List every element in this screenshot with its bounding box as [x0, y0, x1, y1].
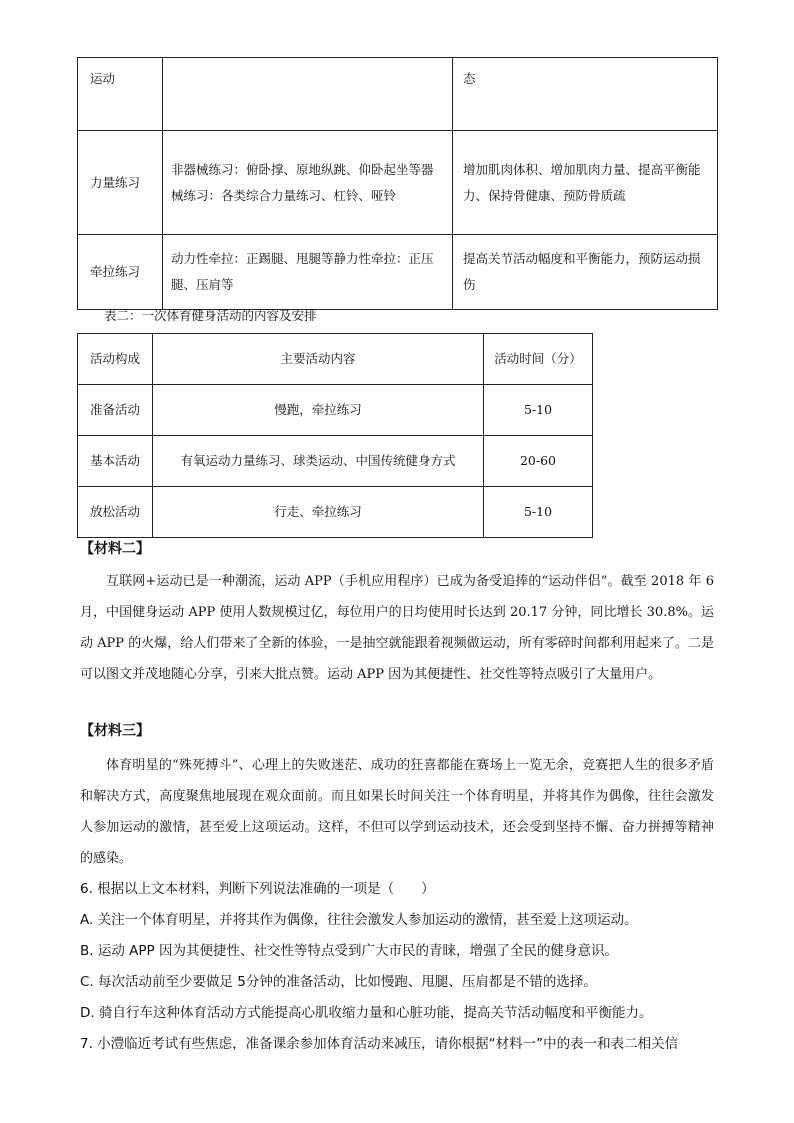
- table-cell: 行走、牵拉练习: [153, 487, 484, 538]
- column-header: 主要活动内容: [153, 334, 484, 385]
- question-6-stem: 6. 根据以上文本材料，判断下列说法准确的一项是（ ）: [80, 881, 435, 897]
- table-cell: 增加肌肉体积、增加肌肉力量、提高平衡能力、保持骨健康、预防骨质疏: [453, 131, 718, 235]
- table-row: [78, 235, 718, 310]
- table-cell: 动力性牵拉：正踢腿、甩腿等静力性牵拉：正压腿、压肩等: [163, 235, 453, 310]
- table-cell: 有氧运动力量练习、球类运动、中国传统健身方式: [153, 436, 484, 487]
- table-cell: 牵拉练习: [78, 235, 163, 310]
- table-row: [78, 385, 593, 436]
- column-header: 活动构成: [78, 334, 153, 385]
- table-row: [78, 487, 593, 538]
- table-cell: 力量练习: [78, 131, 163, 235]
- table-row: [78, 436, 593, 487]
- material-2-heading: 【材料二】: [80, 541, 150, 557]
- material-3-text: 体育明星的“殊死搏斗”、心理上的失败迷茫、成功的狂喜都能在赛场上一览无余，竞赛把人生的很多矛盾和解决方式，高度聚焦地展现在观众面前。而且如果长时间关注一个体育明星，并将其作为偶像，往往会激发人参加运动的激情，甚至爱上这项运动。这样，不但可以学到运动技术，还会受到坚持不懈、奋力拼搏等精神的感染。: [80, 758, 714, 866]
- question-6-option-c: C. 每次活动前至少要做足 5分钟的准备活动，比如慢跑、甩腿、压肩都是不错的选择。: [80, 974, 597, 990]
- table-cell: 非器械练习：俯卧撑、原地纵跳、仰卧起坐等器械练习：各类综合力量练习、杠铃、哑铃: [163, 131, 453, 235]
- table-cell: 运动: [78, 58, 163, 131]
- activity-schedule-table: [77, 333, 593, 538]
- material-2-text: 互联网+运动已是一种潮流，运动 APP（手机应用程序）已成为备受追捧的“运动伴侣”。截至 2018 年 6 月，中国健身运动 APP 使用人数规模过亿，每位用户的日均使用时长达到 20.17 分钟，同比增长 30.8%。运动 APP 的火爆，给人们带来了全新的体验，一是抽空就能跟着视频做运动，所有零碎时间都利用起来了。二是可以图文并茂地随心分享，引来大批点赞。运动 APP 因为其便捷性、社交性等特点吸引了大量用户。: [80, 574, 714, 682]
- column-header: 活动时间（分）: [484, 334, 593, 385]
- question-6-option-a: A. 关注一个体育明星，并将其作为偶像，往往会激发人参加运动的激情，甚至爱上这项运动。: [80, 912, 638, 928]
- table-header-row: [78, 334, 593, 385]
- table-cell: 态: [453, 58, 718, 131]
- table-caption: 表二：一次体育健身活动的内容及安排: [104, 308, 317, 323]
- table-cell: 准备活动: [78, 385, 153, 436]
- table-cell: 基本活动: [78, 436, 153, 487]
- exercise-table: [77, 57, 718, 310]
- question-6-option-d: D. 骑自行车这种体育活动方式能提高心肌收缩力量和心脏功能，提高关节活动幅度和平衡能力。: [80, 1005, 653, 1021]
- table-row: [78, 58, 718, 131]
- table-cell: 5-10: [484, 385, 593, 436]
- material-3-heading: 【材料三】: [80, 723, 150, 739]
- table-cell: 放松活动: [78, 487, 153, 538]
- table-cell: [163, 58, 453, 131]
- question-6-option-b: B. 运动 APP 因为其便捷性、社交性等特点受到广大市民的青睐，增强了全民的健身意识。: [80, 943, 618, 959]
- table-row: [78, 131, 718, 235]
- table-cell: 提高关节活动幅度和平衡能力，预防运动损伤: [453, 235, 718, 310]
- question-7-stem: 7. 小澧临近考试有些焦虑，准备课余参加体育活动来减压，请你根据“材料一”中的表一和表二相关信: [80, 1036, 679, 1052]
- table-cell: 慢跑，牵拉练习: [153, 385, 484, 436]
- table-cell: 20-60: [484, 436, 593, 487]
- table-cell: 5-10: [484, 487, 593, 538]
